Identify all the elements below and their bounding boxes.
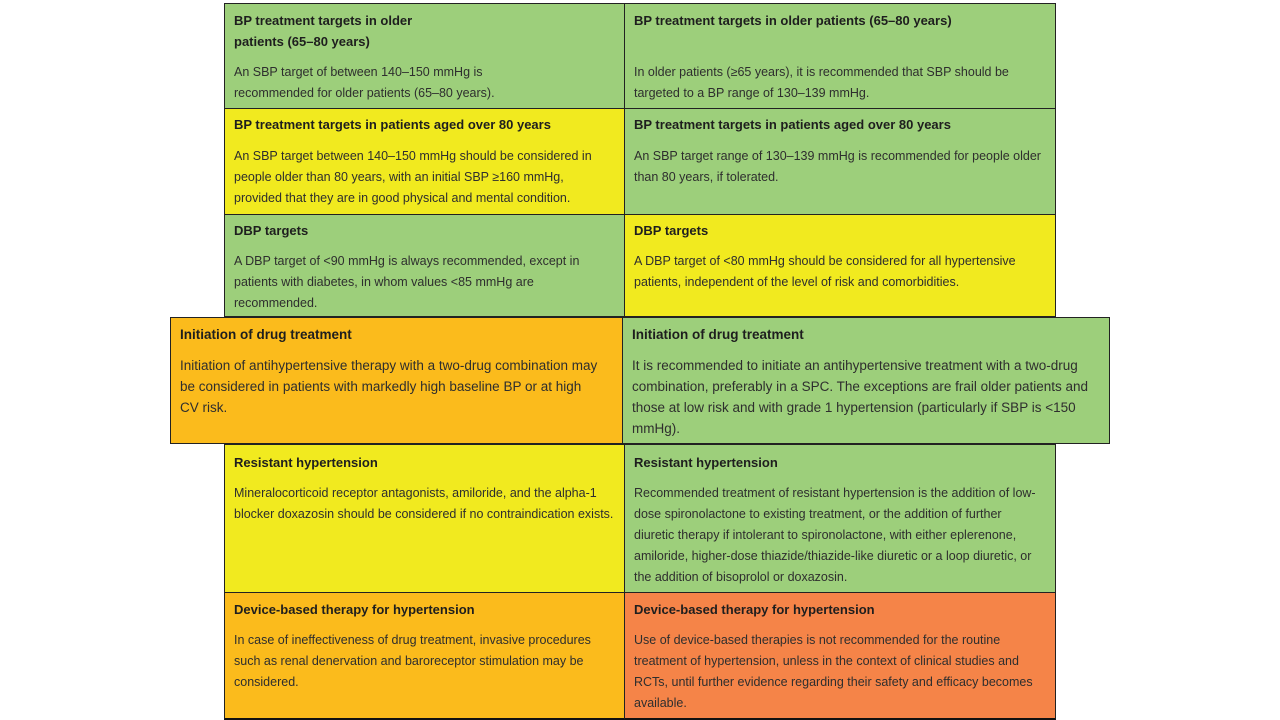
- row2-right-text: [624, 140, 1056, 215]
- row5-left-text: [224, 477, 625, 593]
- row5-right-text: [624, 477, 1056, 593]
- row6-left-title: Device-based therapy for hypertension: [224, 592, 625, 625]
- row1-left-text: [224, 55, 625, 109]
- row6-right-title: Device-based therapy for hypertension: [624, 592, 1056, 625]
- row5-left-text-content: Mineralocorticoid receptor antagonists, amiloride, and the alpha-1 blocker doxazosin should be considered if no contraindication exists.: [234, 486, 614, 521]
- row1-right-text: [624, 55, 1056, 109]
- row5-right-title: Resistant hypertension: [624, 444, 1056, 478]
- row3-right-text-content: A DBP target of <80 mmHg should be considered for all hypertensive patients, independent of the level of risk and comorbidities.: [634, 254, 1016, 289]
- row2-left-text-content: An SBP target between 140–150 mmHg should be considered in people older than 80 years, with an initial SBP ≥160 mmHg, provided that they are in good physical and mental condition.: [234, 149, 592, 205]
- row6-left-text: [224, 624, 625, 720]
- row4-left-text: [170, 349, 623, 444]
- row4-left-title: Initiation of drug treatment: [170, 317, 623, 350]
- row2-left-title: BP treatment targets in patients aged over 80 years: [224, 108, 625, 141]
- row3-left-text-content: A DBP target of <90 mmHg is always recommended, except in patients with diabetes, in whom values <85 mmHg are recommended.: [234, 254, 580, 310]
- row4-right-text: [622, 349, 1110, 444]
- row2-left-text: [224, 140, 625, 215]
- row1-left-title: [224, 3, 625, 56]
- row3-right-text: [624, 245, 1056, 317]
- row1-left-text-content: An SBP target of between 140–150 mmHg is recommended for older patients (65–80 years).: [234, 65, 495, 100]
- row2-right-title: BP treatment targets in patients aged over 80 years: [624, 108, 1056, 141]
- row1-right-text-content: In older patients (≥65 years), it is recommended that SBP should be targeted to a BP range of 130–139 mmHg.: [634, 65, 1009, 100]
- row3-right-title: DBP targets: [624, 214, 1056, 246]
- row1-right-title: BP treatment targets in older patients (65–80 years): [624, 3, 1056, 56]
- row5-left-title: Resistant hypertension: [224, 444, 625, 478]
- row6-right-text: [624, 624, 1056, 720]
- row3-left-title: DBP targets: [224, 214, 625, 246]
- row5-right-text-content: Recommended treatment of resistant hypertension is the addition of low-dose spironolactone to existing treatment, or the addition of further diuretic therapy if intolerant to spironolactone, with either eplerenone, amiloride, higher-dose thiazide/thiazide-like diuretic or a loop diuretic, or the addition of bisoprolol or doxazosin.: [634, 486, 1036, 584]
- row2-right-text-content: An SBP target range of 130–139 mmHg is recommended for people older than 80 years, if tolerated.: [634, 149, 1041, 184]
- row4-right-title: Initiation of drug treatment: [622, 317, 1110, 350]
- row4-right-text-content: It is recommended to initiate an antihypertensive treatment with a two-drug combination, preferably in a SPC. The exceptions are frail older patients and those at low risk and with grade 1 hypertension (particularly if SBP is <150 mmHg).: [632, 358, 1089, 436]
- row6-right-text-content: Use of device-based therapies is not recommended for the routine treatment of hypertension, unless in the context of clinical studies and RCTs, until further evidence regarding their safety and efficacy becomes available.: [634, 633, 1033, 710]
- row1-left-title-text: BP treatment targets in older patients (65–80 years): [234, 13, 413, 49]
- row3-left-text: [224, 245, 625, 317]
- row6-left-text-content: In case of ineffectiveness of drug treatment, invasive procedures such as renal denervation and baroreceptor stimulation may be considered.: [234, 633, 591, 689]
- row4-left-text-content: Initiation of antihypertensive therapy with a two-drug combination may be considered in patients with markedly high baseline BP or at high CV risk.: [180, 358, 598, 415]
